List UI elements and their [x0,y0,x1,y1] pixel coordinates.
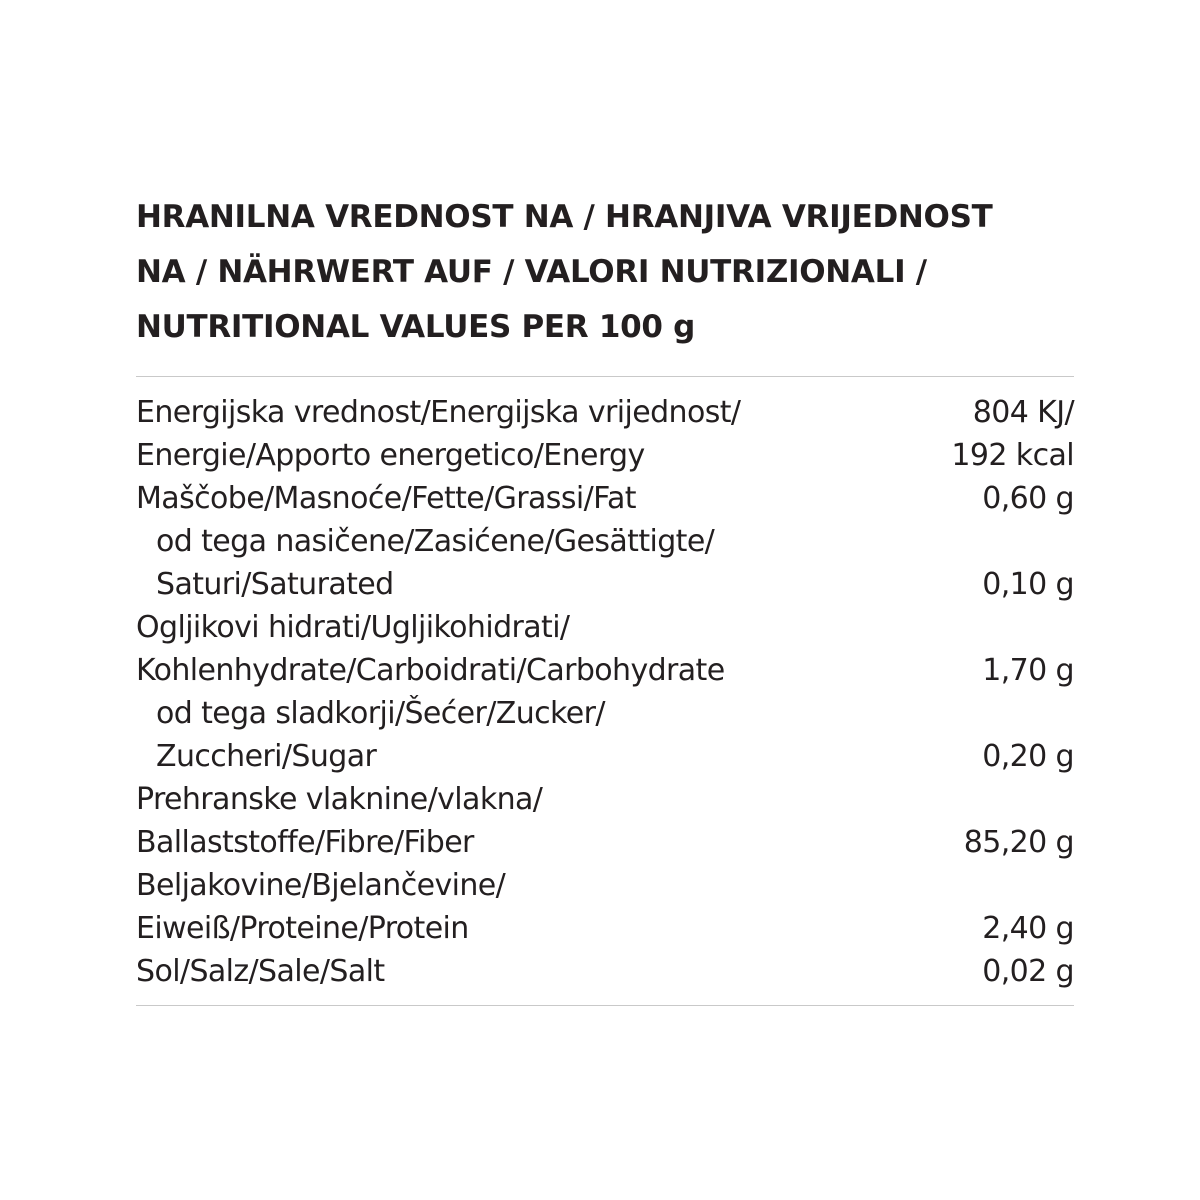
nutrition-row-sugar-2 [136,735,1074,778]
nutrition-row-fiber-1 [136,778,1074,821]
row-label: Sol/Salz/Sale/Salt [136,954,385,989]
row-label: Saturi/Saturated [156,567,394,602]
row-value: 0,20 g [982,739,1074,774]
nutrition-row-carbohydrate-1 [136,606,1074,649]
row-label: Beljakovine/Bjelančevine/ [136,868,506,903]
title-line: NA / NÄHRWERT AUF / VALORI NUTRIZIONALI / [136,254,927,290]
row-label: od tega nasičene/Zasićene/Gesättigte/ [156,524,715,559]
title-line: HRANILNA VREDNOST NA / HRANJIVA VRIJEDNOST [136,199,993,235]
row-label: Prehranske vlaknine/vlakna/ [136,782,543,817]
row-label: Maščobe/Masnoće/Fette/Grassi/Fat [136,481,636,516]
title-line: NUTRITIONAL VALUES PER 100 g [136,309,696,345]
nutrition-row-salt [136,950,1074,993]
row-value: 192 kcal [951,438,1074,473]
row-value: 1,70 g [982,653,1074,688]
row-value: 0,60 g [982,481,1074,516]
nutrition-panel [136,190,1074,1006]
nutrition-row-fat [136,477,1074,520]
bottom-divider [136,1005,1074,1006]
row-value: 804 KJ/ [972,395,1074,430]
nutrition-row-saturated-1 [136,520,1074,563]
top-divider [136,376,1074,377]
row-label: Energijska vrednost/Energijska vrijednost/ [136,395,741,430]
nutrition-row-protein-1 [136,864,1074,907]
row-label: od tega sladkorji/Šećer/Zucker/ [156,696,605,731]
nutrition-title [136,190,1074,355]
row-label: Energie/Apporto energetico/Energy [136,438,645,473]
nutrition-row-fiber-2 [136,821,1074,864]
nutrition-row-carbohydrate-2 [136,649,1074,692]
row-value: 0,02 g [982,954,1074,989]
nutrition-row-sugar-1 [136,692,1074,735]
row-label: Eiweiß/Proteine/Protein [136,911,469,946]
row-label: Kohlenhydrate/Carboidrati/Carbohydrate [136,653,725,688]
nutrition-row-saturated-2 [136,563,1074,606]
nutrition-row-protein-2 [136,907,1074,950]
row-label: Ballaststoffe/Fibre/Fiber [136,825,474,860]
row-value: 85,20 g [963,825,1074,860]
row-label: Zuccheri/Sugar [156,739,377,774]
row-label: Ogljikovi hidrati/Ugljikohidrati/ [136,610,570,645]
nutrition-table [136,391,1074,993]
row-value: 0,10 g [982,567,1074,602]
nutrition-row-energy-2 [136,434,1074,477]
nutrition-row-energy-1 [136,391,1074,434]
row-value: 2,40 g [982,911,1074,946]
